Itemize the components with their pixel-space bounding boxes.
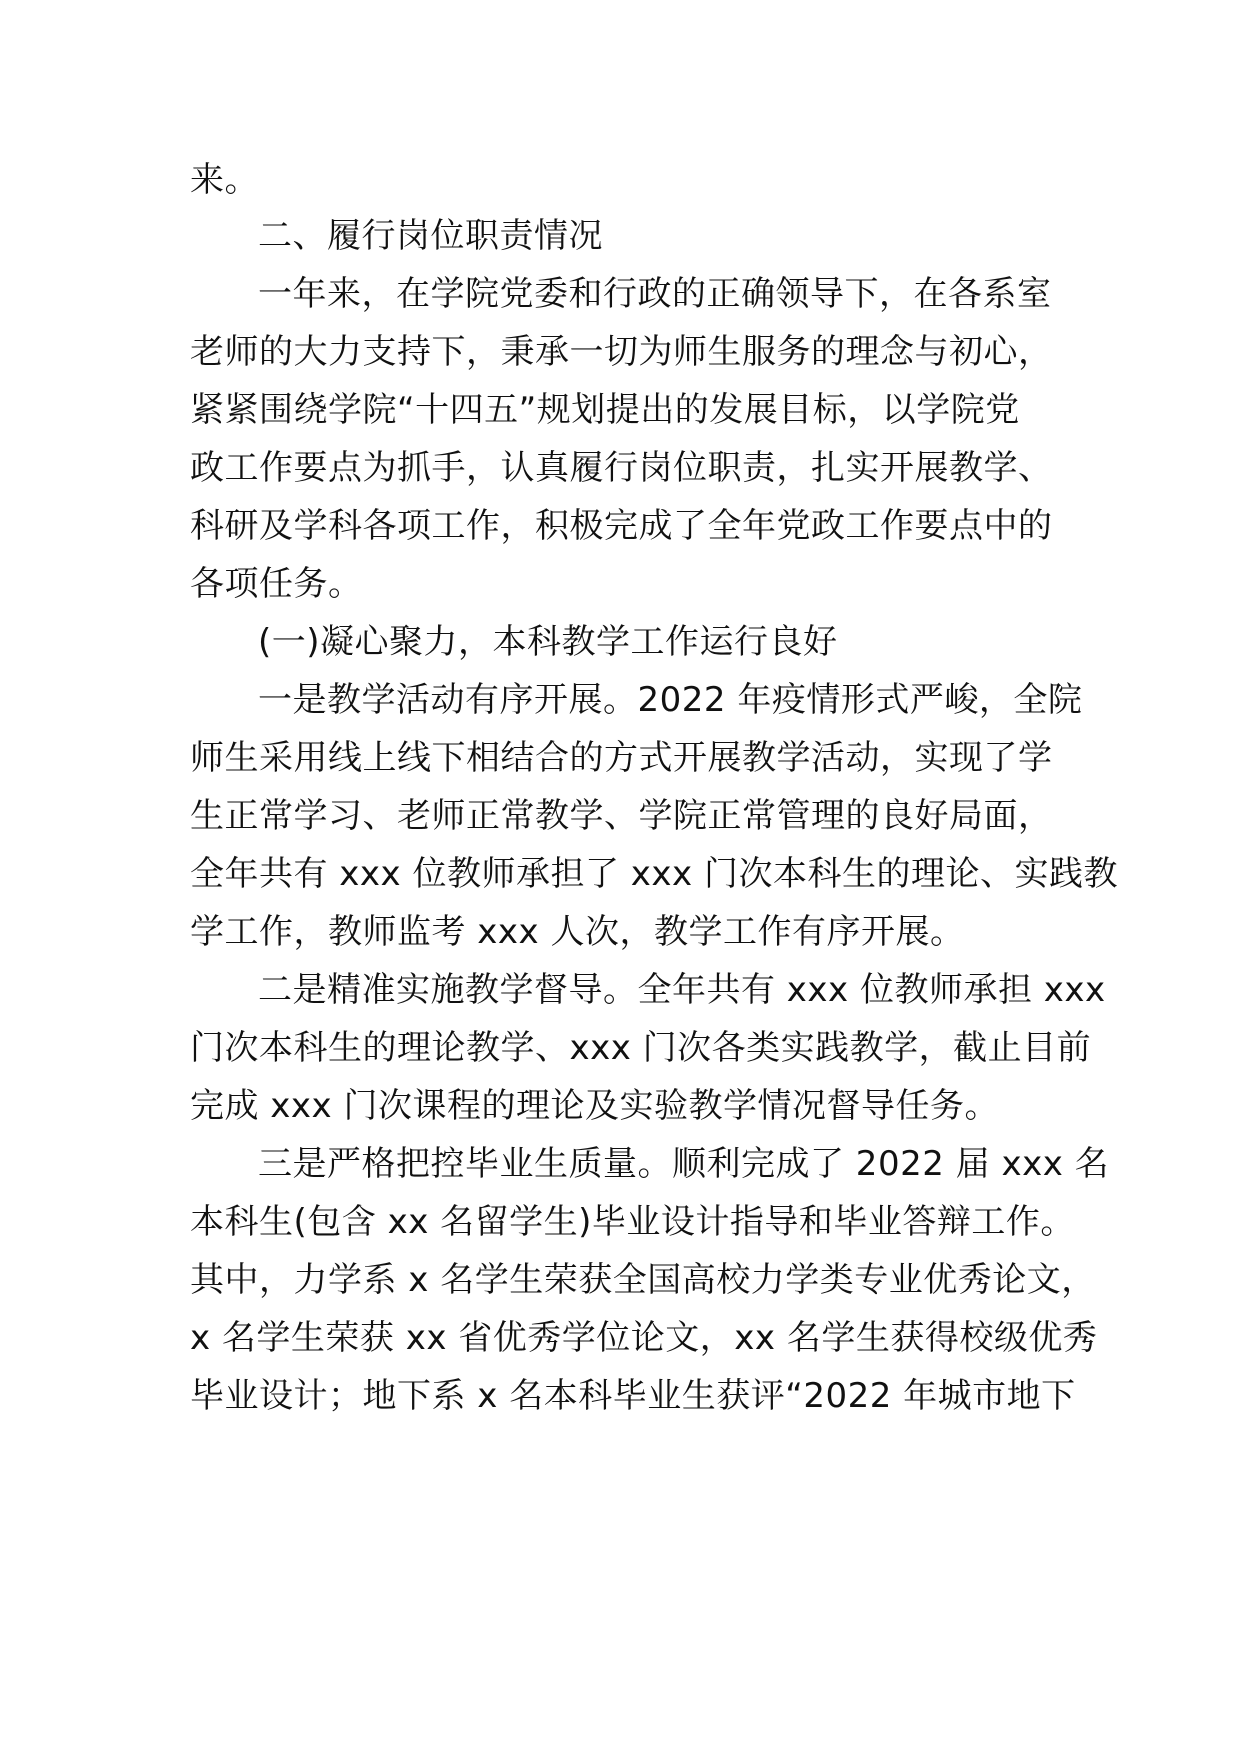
text-line: 其中，力学系 x 名学生荣获全国高校力学类专业优秀论文， bbox=[190, 1260, 1096, 1300]
text-line: 生正常学习、老师正常教学、学院正常管理的良好局面， bbox=[190, 796, 1053, 836]
text-line: 一年来，在学院党委和行政的正确领导下，在各系室 bbox=[258, 274, 1052, 314]
text-line: 二是精准实施教学督导。全年共有 xxx 位教师承担 xxx bbox=[258, 970, 1106, 1010]
text-line: 师生采用线上线下相结合的方式开展教学活动，实现了学 bbox=[190, 738, 1053, 778]
text-line: 本科生(包含 xx 名留学生)毕业设计指导和毕业答辩工作。 bbox=[190, 1202, 1075, 1242]
text-line: 毕业设计；地下系 x 名本科毕业生获评“2022 年城市地下 bbox=[190, 1376, 1076, 1416]
text-line: 一是教学活动有序开展。2022 年疫情形式严峻，全院 bbox=[258, 680, 1083, 720]
text-line: 门次本科生的理论教学、xxx 门次各类实践教学，截止目前 bbox=[190, 1028, 1092, 1068]
text-line: 政工作要点为抓手，认真履行岗位职责，扎实开展教学、 bbox=[190, 448, 1053, 488]
section-heading: 二、履行岗位职责情况 bbox=[258, 216, 603, 256]
text-line: 全年共有 xxx 位教师承担了 xxx 门次本科生的理论、实践教 bbox=[190, 854, 1118, 894]
subsection-heading: (一)凝心聚力，本科教学工作运行良好 bbox=[258, 622, 838, 662]
text-line: x 名学生荣获 xx 省优秀学位论文，xx 名学生获得校级优秀 bbox=[190, 1318, 1098, 1358]
text-line: 学工作，教师监考 xxx 人次，教学工作有序开展。 bbox=[190, 912, 965, 952]
text-line: 三是严格把控毕业生质量。顺利完成了 2022 届 xxx 名 bbox=[258, 1144, 1110, 1184]
text-line: 科研及学科各项工作，积极完成了全年党政工作要点中的 bbox=[190, 506, 1053, 546]
text-line: 紧紧围绕学院“十四五”规划提出的发展目标，以学院党 bbox=[190, 390, 1020, 430]
text-line: 各项任务。 bbox=[190, 564, 363, 604]
text-line: 老师的大力支持下，秉承一切为师生服务的理念与初心， bbox=[190, 332, 1053, 372]
text-line: 来。 bbox=[190, 160, 259, 200]
text-line: 完成 xxx 门次课程的理论及实验教学情况督导任务。 bbox=[190, 1086, 999, 1126]
